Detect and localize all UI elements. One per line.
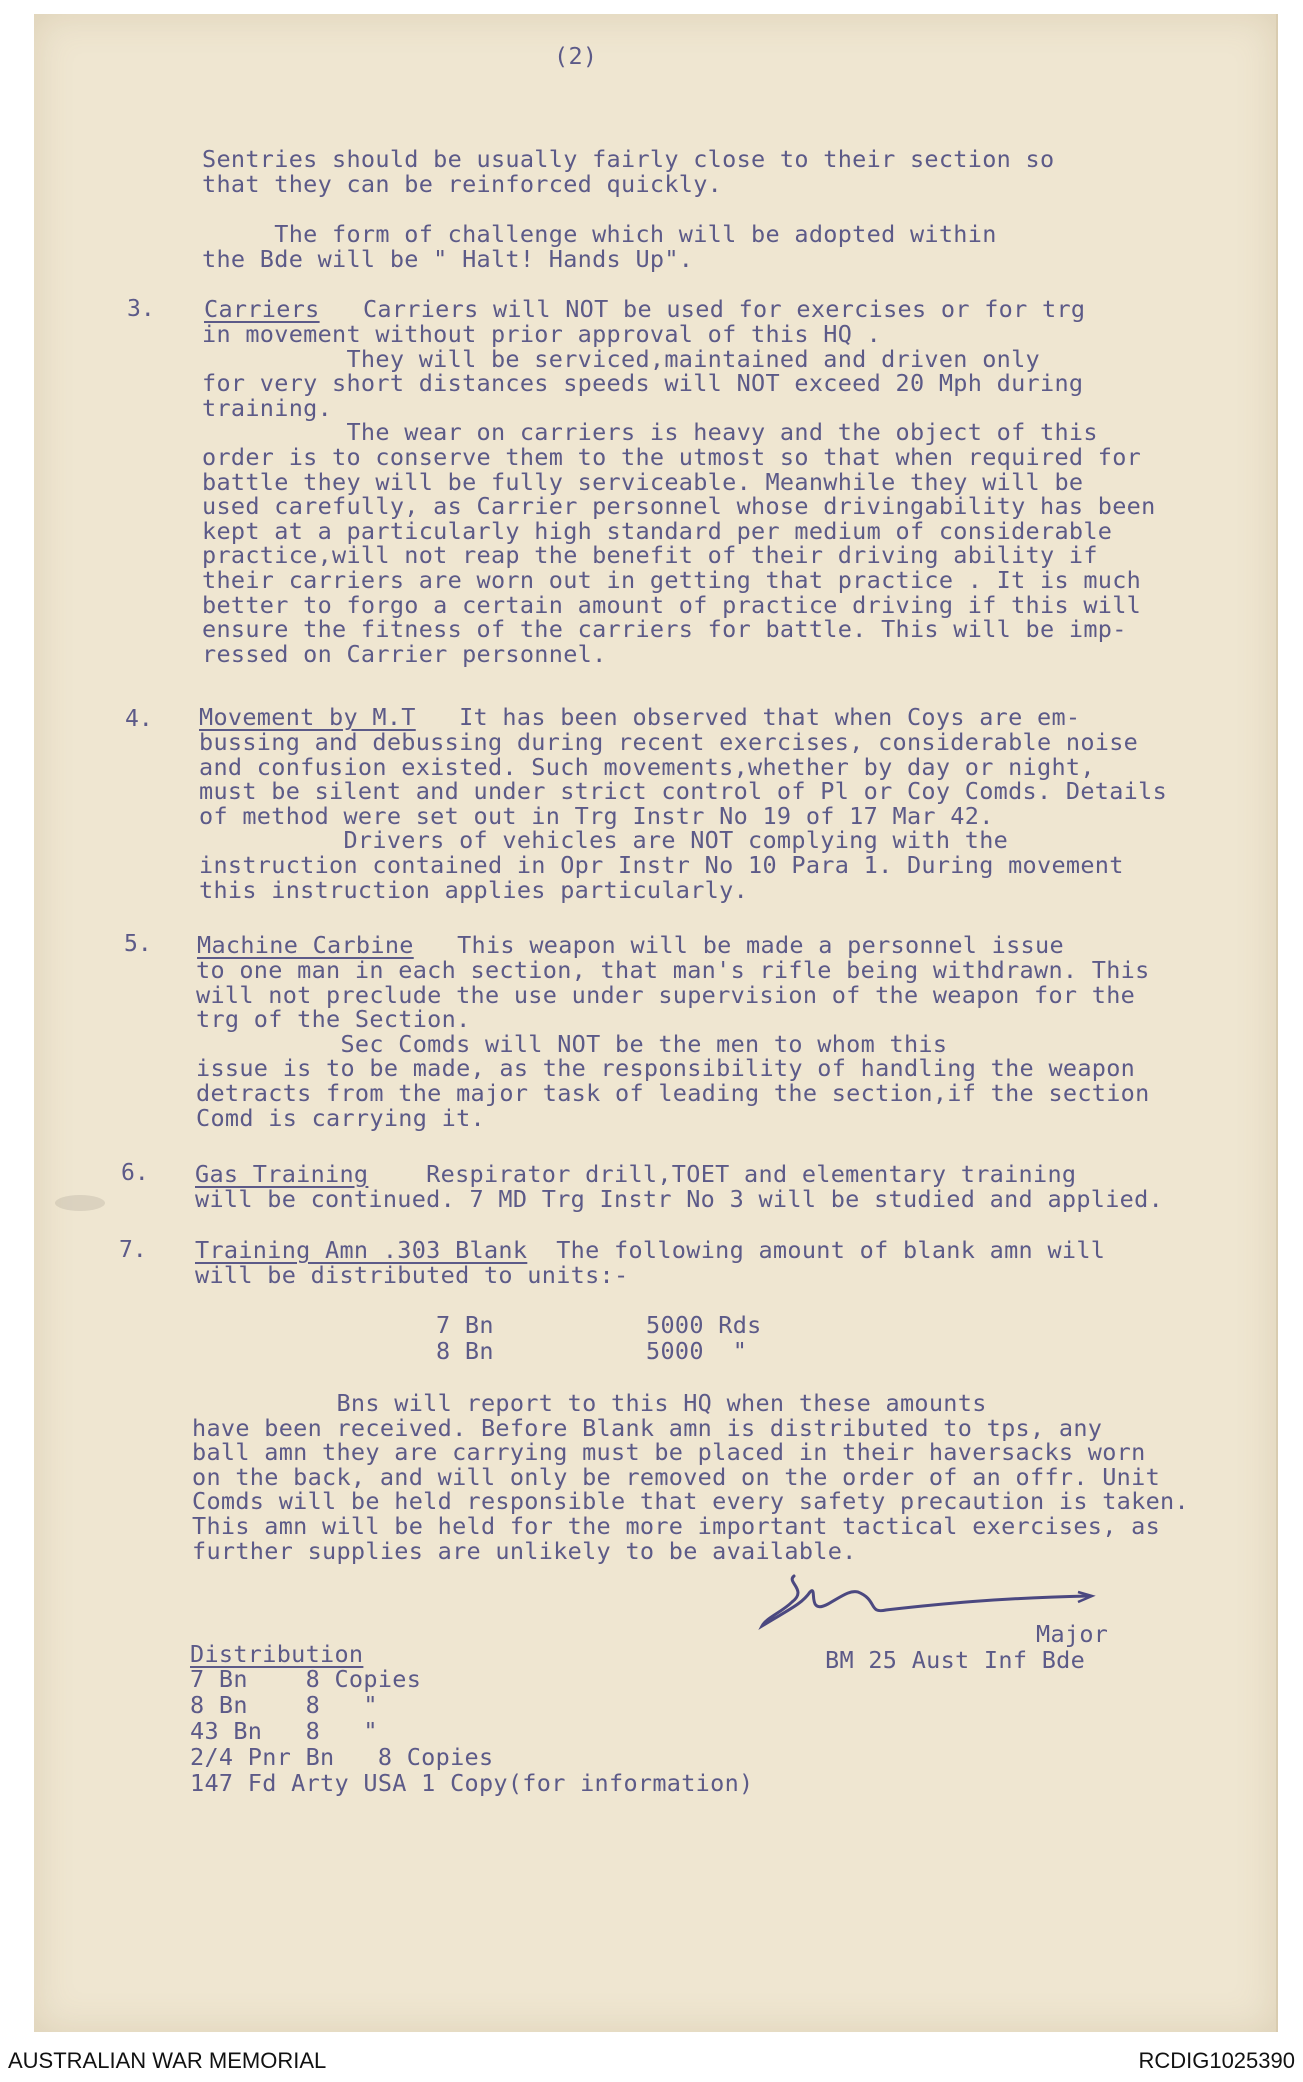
section-body: to one man in each section, that man's rifle being withdrawn. This will not preclude the use under supervision of the weapon for the trg of the Section. Sec Comds will NOT be the men to whom this issue is to be made, as the responsibility of handling the weapon detracts from the major task of leading the section,if the section Comd is carrying it. [196, 956, 1150, 1132]
section-heading: Training Amn .303 Blank [195, 1236, 528, 1264]
section-first-line: It has been observed that when Coys are em- [415, 703, 1081, 731]
section-heading: Carriers [204, 295, 320, 323]
distribution-line: 8 Bn 8 " [190, 1691, 378, 1719]
section-heading: Gas Training [195, 1160, 369, 1188]
section-heading: Movement by M.T [199, 703, 416, 731]
challenge-paragraph: The form of challenge which will be adopted within the Bde will be " Halt! Hands Up". [202, 220, 997, 273]
section-first-line: This weapon will be made a personnel issue [413, 931, 1064, 959]
allocation-unit: 8 Bn [436, 1337, 494, 1365]
section-number: 3. [127, 296, 155, 322]
paper-smudge [55, 1195, 105, 1211]
section-body: in movement without prior approval of this HQ . They will be serviced,maintained and driven only for very short distances speeds will NOT exceed 20 Mph during training. The wear on carriers is heavy and the object of this order is to conserve them to the utmost so that when required for battle they will be fully serviceable. Meanwhile they will be used carefully, as Carrier personnel whose drivingability has been kept at a particularly high standard per medium of considerable practice,will not reap the benefit of their driving ability if their carriers are worn out in getting that practice . It is much better to forgo a certain amount of practice driving if this will ensure the fitness of the carriers for battle. This will be imp- ressed on Carrier personnel. [202, 320, 1156, 668]
section-number: 5. [124, 931, 152, 957]
distribution-heading: Distribution [190, 1640, 364, 1668]
allocation-amount: 5000 " [646, 1337, 748, 1365]
section-heading-line [204, 297, 1085, 322]
section-body: will be distributed to units:- [195, 1261, 629, 1289]
section-first-line: Respirator drill,TOET and elementary training [368, 1160, 1077, 1188]
distribution-line: 147 Fd Arty USA 1 Copy(for information) [190, 1769, 754, 1797]
sentries-paragraph: Sentries should be usually fairly close to their section so that they can be reinforced quickly. [202, 145, 1055, 198]
allocation-amount: 5000 Rds [646, 1311, 762, 1339]
section-heading-line [195, 1162, 1076, 1187]
section-number: 7. [119, 1237, 147, 1263]
section-number: 4. [125, 706, 153, 732]
section-body: will be continued. 7 MD Trg Instr No 3 will be studied and applied. [195, 1185, 1164, 1213]
page-number: (2) [554, 42, 598, 70]
signature-rank: Major [1036, 1620, 1109, 1648]
section-heading-line [197, 933, 1064, 958]
distribution-line: 2/4 Pnr Bn 8 Copies [190, 1743, 494, 1771]
section-number: 6. [121, 1160, 149, 1186]
allocation-unit: 7 Bn [436, 1311, 494, 1339]
closing-paragraph: Bns will report to this HQ when these amounts have been received. Before Blank amn is distributed to tps, any ball amn they are carrying must be placed in their haversacks worn on the back, and will only be removed on the order of an offr. Unit Comds will be held responsible that every safety precaution is taken. This amn will be held for the more important tactical exercises, as further supplies are unlikely to be available. [192, 1389, 1189, 1565]
footer-reference: RCDIG1025390 [1138, 2048, 1295, 2073]
footer-source: AUSTRALIAN WAR MEMORIAL [8, 2048, 327, 2073]
signature-appointment: BM 25 Aust Inf Bde [825, 1646, 1086, 1674]
section-heading-line [195, 1238, 1105, 1263]
distribution-line: 7 Bn 8 Copies [190, 1665, 422, 1693]
section-first-line: The following amount of blank amn will [527, 1236, 1106, 1264]
section-heading: Machine Carbine [197, 931, 414, 959]
section-heading-line [199, 705, 1080, 730]
section-first-line: Carriers will NOT be used for exercises or for trg [319, 295, 1086, 323]
distribution-line: 43 Bn 8 " [190, 1717, 378, 1745]
section-body: bussing and debussing during recent exercises, considerable noise and confusion existed. Such movements,whether by day or night, must be silent and under strict control of Pl or Coy Comds. Details of method were set out in Trg Instr No 19 of 17 Mar 42. Drivers of vehicles are NOT complying with the instruction contained in Opr Instr No 10 Para 1. During movement this instruction applies particularly. [199, 728, 1168, 904]
